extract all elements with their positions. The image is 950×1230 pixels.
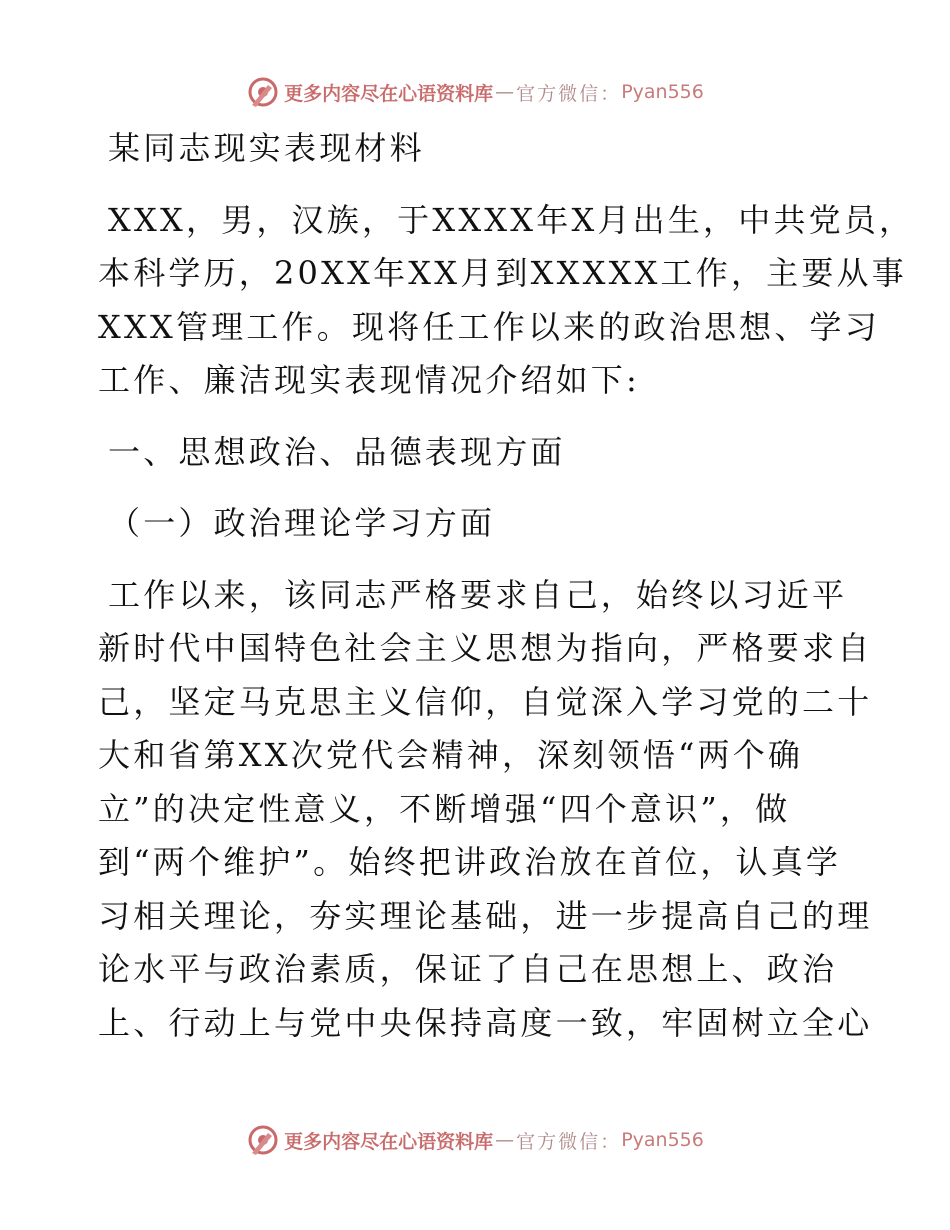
intro-line-1: XXX，男，汉族，于XXXX年X月出生，中共党员， (108, 200, 915, 239)
watermark-account: Pyan556 (621, 1129, 704, 1151)
body-line-3: 己，坚定马克思主义信仰，自觉深入学习党的二十 (98, 682, 873, 721)
watermark-brand: 更多内容尽在心语资料库 (284, 1130, 494, 1153)
header-watermark (0, 72, 950, 112)
pen-logo-icon (246, 75, 280, 109)
document-body (98, 122, 915, 1050)
body-line-8: 论水平与政治素质，保证了自己在思想上、政治 (98, 950, 838, 988)
watermark-account: Pyan556 (621, 81, 704, 103)
body-line-9: 上、行动上与党中央保持高度一致，牢固树立全心 (98, 1003, 873, 1042)
body-line-4: 大和省第XX次党代会精神，深刻领悟“两个确 (98, 736, 804, 774)
pen-logo-icon (246, 1123, 280, 1157)
footer-watermark (0, 1120, 950, 1160)
watermark-official: 官方微信： (516, 82, 622, 105)
body-line-6: 到“两个维护”。始终把讲政治放在首位，认真学 (98, 843, 842, 881)
watermark-dash: — (495, 1129, 515, 1151)
watermark-official: 官方微信： (516, 1130, 622, 1153)
body-line-2: 新时代中国特色社会主义思想为指向，严格要求自 (98, 629, 873, 667)
watermark-dash: — (495, 81, 515, 103)
intro-line-4: 工作、廉洁现实表现情况介绍如下: (98, 361, 640, 399)
section-heading: 一、思想政治、品德表现方面 (108, 432, 566, 471)
document-title: 某同志现实表现材料 (108, 129, 425, 167)
intro-line-3: XXX管理工作。现将任工作以来的政治思想、学习 (98, 307, 880, 346)
body-line-5: 立”的决定性意义，不断增强“四个意识”，做 (98, 789, 791, 828)
body-line-1: 工作以来，该同志严格要求自己，始终以习近平 (108, 575, 848, 614)
body-line-7: 习相关理论，夯实理论基础，进一步提高自己的理 (98, 896, 873, 935)
intro-line-2: 本科学历，20XX年XX月到XXXXX工作，主要从事 (98, 254, 907, 292)
watermark-brand: 更多内容尽在心语资料库 (284, 82, 494, 105)
subsection-heading: （一）政治理论学习方面 (108, 504, 496, 542)
